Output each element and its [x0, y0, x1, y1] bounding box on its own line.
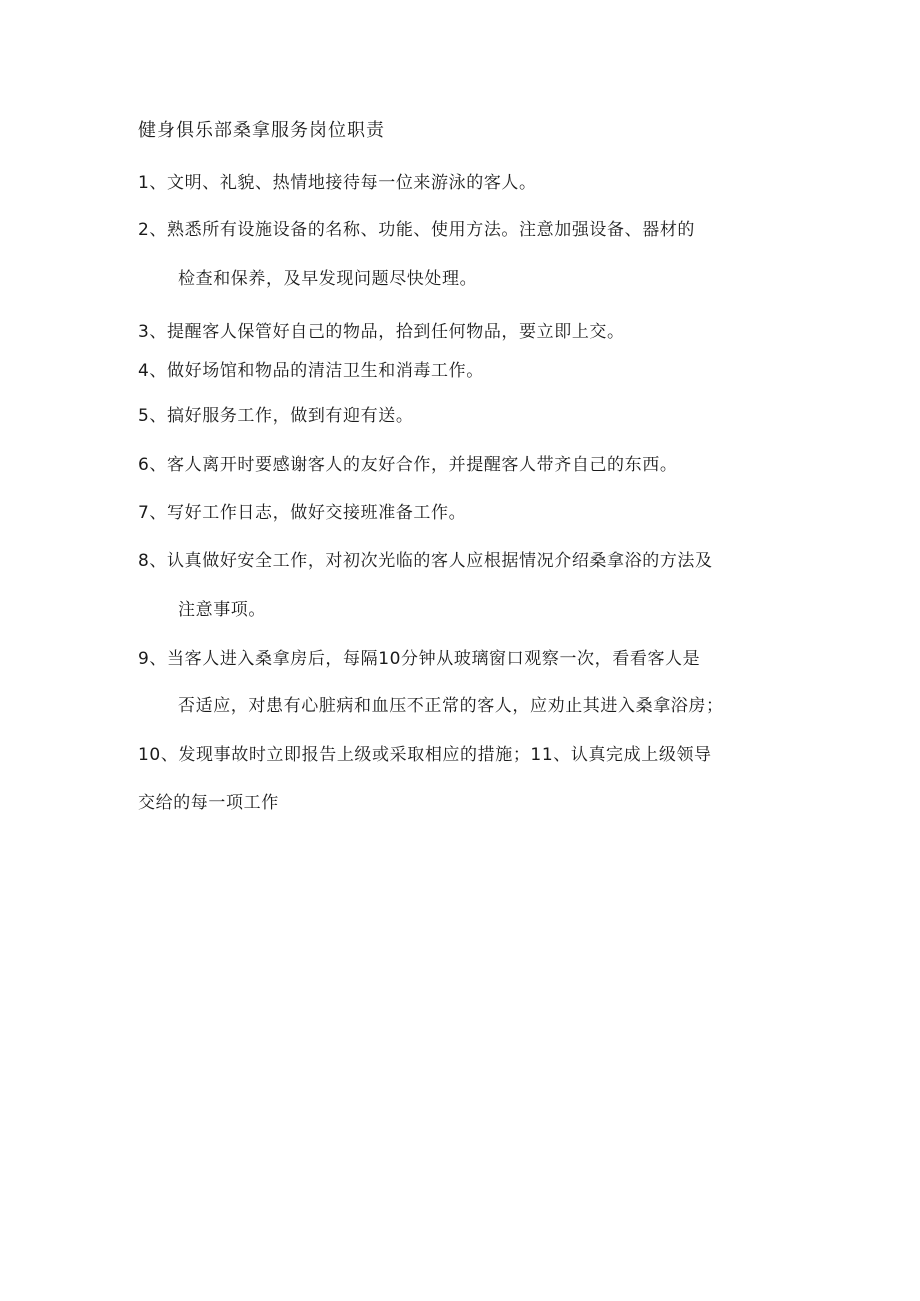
duty-item-9-continued: 否适应，对患有心脏病和血压不正常的客人，应劝止其进入桑拿浴房； — [178, 696, 724, 716]
duty-item-3: 3、提醒客人保管好自己的物品，拾到任何物品，要立即上交。 — [138, 322, 625, 342]
duty-item-7: 7、写好工作日志，做好交接班准备工作。 — [138, 503, 467, 523]
duty-item-5: 5、搞好服务工作，做到有迎有送。 — [138, 406, 414, 426]
duty-item-6: 6、客人离开时要感谢客人的友好合作，并提醒客人带齐自己的东西。 — [138, 455, 678, 475]
duty-item-4: 4、做好场馆和物品的清洁卫生和消毒工作。 — [138, 361, 484, 381]
duty-item-8-continued: 注意事项。 — [178, 600, 266, 620]
duty-item-2: 2、熟悉所有设施设备的名称、功能、使用方法。注意加强设备、器材的 — [138, 220, 696, 240]
duty-item-2-continued: 检查和保养，及早发现问题尽快处理。 — [178, 269, 478, 289]
duty-item-1: 1、文明、礼貌、热情地接待每一位来游泳的客人。 — [138, 173, 537, 193]
duty-item-9: 9、当客人进入桑拿房后，每隔10分钟从玻璃窗口观察一次，看看客人是 — [138, 649, 701, 669]
duty-item-8: 8、认真做好安全工作，对初次光临的客人应根据情况介绍桑拿浴的方法及 — [138, 551, 713, 571]
document-title: 健身俱乐部桑拿服务岗位职责 — [138, 120, 385, 141]
duty-item-11-continued: 交给的每一项工作 — [138, 793, 279, 813]
duty-item-10-11: 10、发现事故时立即报告上级或采取相应的措施；11、认真完成上级领导 — [138, 745, 712, 765]
